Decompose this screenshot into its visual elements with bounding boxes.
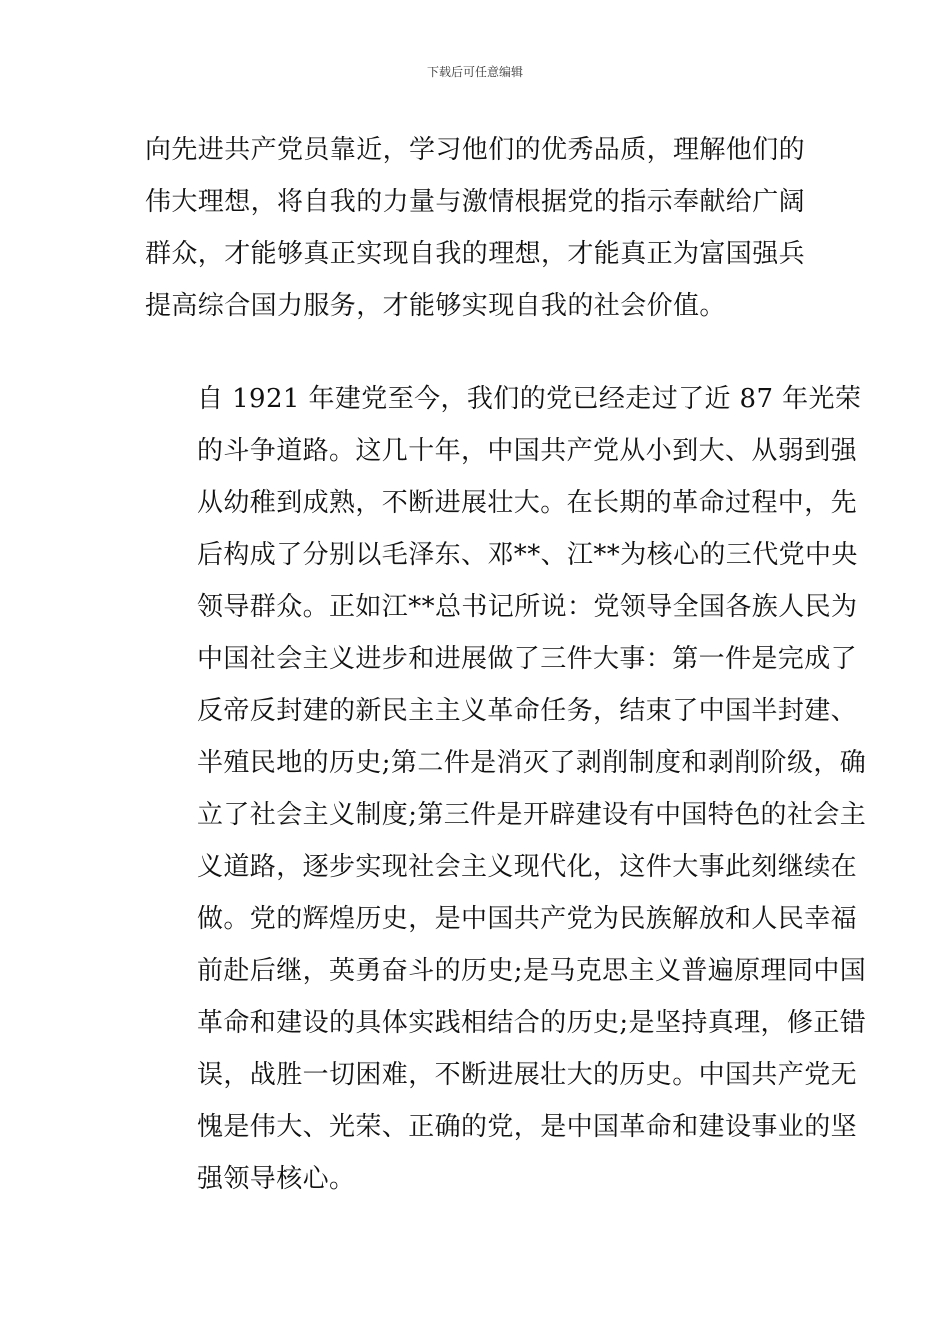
paragraph-line: 自 1921 年建党至今，我们的党已经走过了近 87 年光荣: [197, 384, 862, 414]
paragraph-line: 立了社会主义制度;第三件是开辟建设有中国特色的社会主: [197, 800, 867, 830]
paragraph-line: 前赴后继，英勇奋斗的历史;是马克思主义普遍原理同中国: [197, 956, 867, 986]
paragraph-line: 伟大理想，将自我的力量与激情根据党的指示奉献给广阔: [145, 187, 806, 217]
paragraph-1: [145, 124, 805, 332]
paragraph-line: 革命和建设的具体实践相结合的历史;是坚持真理，修正错: [197, 1008, 867, 1038]
paragraph-line: 反帝反封建的新民主主义革命任务，结束了中国半封建、: [197, 696, 858, 726]
paragraph-line: 做。党的辉煌历史，是中国共产党为民族解放和人民幸福: [197, 904, 858, 934]
paragraph-line: 从幼稚到成熟，不断进展壮大。在长期的革命过程中，先: [197, 488, 858, 518]
paragraph-line: 后构成了分别以毛泽东、邓**、江**为核心的三代党中央: [197, 540, 858, 570]
paragraph-line: 的斗争道路。这几十年，中国共产党从小到大、从弱到强: [197, 436, 858, 466]
paragraph-line: 领导群众。正如江**总书记所说：党领导全国各族人民为: [197, 592, 858, 622]
paragraph-line: 提高综合国力服务，才能够实现自我的社会价值。: [145, 291, 726, 321]
paragraph-line: 误，战胜一切困难，不断进展壮大的历史。中国共产党无: [197, 1060, 858, 1090]
paragraph-line: 向先进共产党员靠近，学习他们的优秀品质，理解他们的: [145, 135, 806, 165]
paragraph-2: [145, 373, 867, 1205]
paragraph-line: 义道路，逐步实现社会主义现代化，这件大事此刻继续在: [197, 852, 858, 882]
paragraph-line: 中国社会主义进步和进展做了三件大事：第一件是完成了: [197, 644, 858, 674]
paragraph-line: 强领导核心。: [197, 1164, 356, 1194]
paragraph-line: 群众，才能够真正实现自我的理想，才能真正为富国强兵: [145, 239, 806, 269]
paragraph-line: 半殖民地的历史;第二件是消灭了剥削制度和剥削阶级，确: [197, 748, 867, 778]
paragraph-line: 愧是伟大、光荣、正确的党，是中国革命和建设事业的坚: [197, 1112, 858, 1142]
page-header: 下载后可任意编辑: [426, 65, 523, 79]
